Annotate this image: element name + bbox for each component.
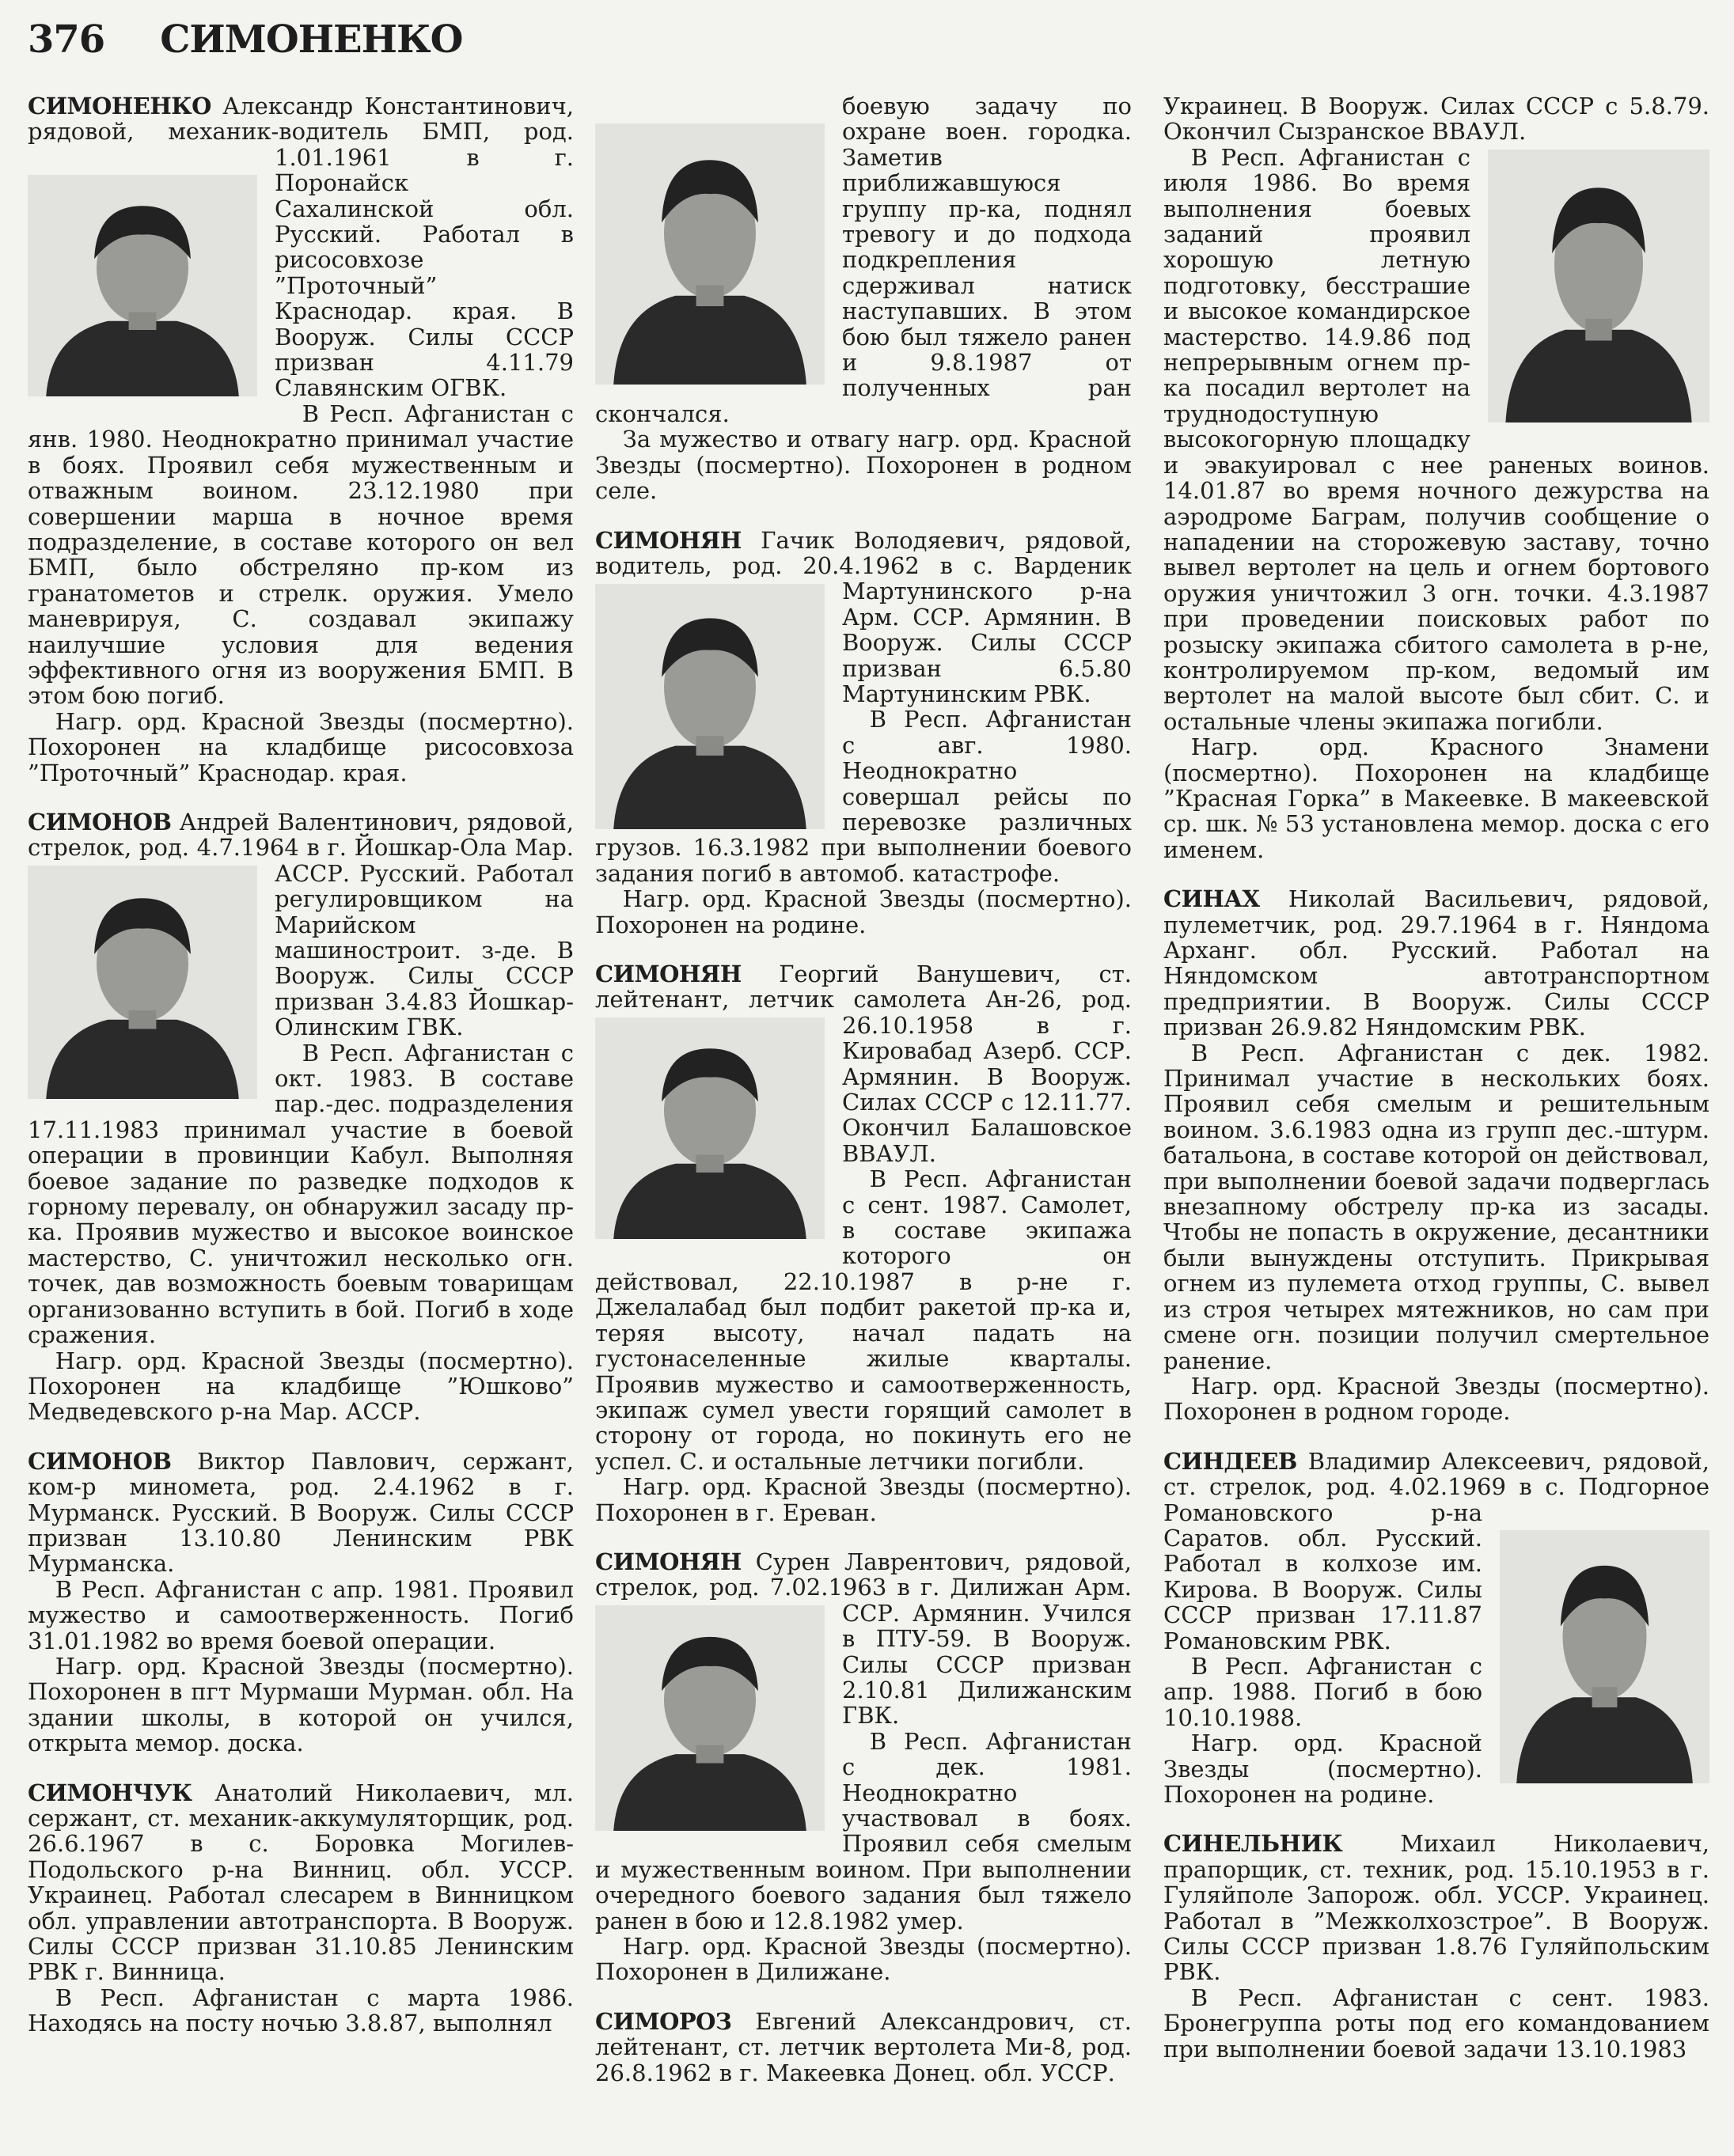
entry-bio: Виктор Павлович, сержант, ком-р миномета, род. 2.4.1962 в г. Мурманск. Русский. В Вооруж. Силы СССР призван 13.10.80 Ленинским РВК Мурманска. — [28, 1447, 574, 1578]
page-header — [28, 17, 462, 62]
running-title: СИМОНЕНКО — [160, 17, 463, 62]
entry-award: Нагр. орд. Красной Звезды (посмертно). Похоронен в родном городе. — [1163, 1372, 1709, 1426]
portrait-photo — [1500, 1530, 1709, 1783]
entry-service: В Респ. Афганистан с апр. 1988. Погиб в бою 10.10.1988. — [1163, 1652, 1482, 1731]
portrait-photo — [595, 1017, 825, 1239]
entry-bio: Александр Константинович, рядовой, механик-водитель БМП, род. 1.01.1961 в г. Поронайск Сахалинской обл. Русский. Работал в рисосовхозе ”Проточный” Краснодар. края. В Вооруж. Силы СССР призван 4.11.79 Славянским ОГВК. — [28, 93, 574, 402]
entry-text — [28, 1780, 574, 1985]
continuation-award: Нагр. орд. Красного Знамени (посмертно). Похоронен на кладбище ”Красная Горка” в Макеевке. В макеевской ср. шк. № 53 установлена мемор. доска с его именем. — [1163, 733, 1709, 863]
page-number: 376 — [28, 17, 105, 62]
entry-award: Нагр. орд. Красной Звезды (посмертно). Похоронен на кладбище ”Юшково” Медведевского р-на Мар. АССР. — [28, 1347, 574, 1426]
entry-bio: Андрей Валентинович, рядовой, стрелок, род. 4.7.1964 в г. Йошкар-Ола Мар. АССР. Русский. Работал регулировщиком на Марийском машиностроит. з-де. В Вооруж. Силы СССР призван 3.4.83 Йошкар-Олинским ГВК. — [28, 808, 574, 1041]
entry-service: В Респ. Афганистан с янв. 1980. Неоднократно принимал участие в боях. Проявил себя мужественным и отважным воином. 23.12.1980 при совершении марша в ночное время подразделение, в составе которого он вел БМП, было обстреляно пр-ком из гранатометов и стрелк. оружия. Умело маневрируя, С. создавал экипажу наилучшие условия для ведения эффективного огня из вооружения БМП. В этом бою погиб. — [28, 400, 574, 710]
entry-text — [28, 1449, 574, 1577]
entry-surname: СИМОНОВ — [28, 1447, 172, 1475]
entry-simoroz — [595, 2009, 1132, 2086]
entry-continuation — [595, 93, 1132, 504]
entry-award: Нагр. орд. Красной Звезды (посмертно). Похоронен в пгт Мурмаши Мурман. обл. На здании школы, в которой он учился, открыта мемор. доска. — [28, 1652, 574, 1757]
entry-award: Нагр. орд. Красной Звезды (посмертно). Похоронен на родине. — [595, 885, 1132, 938]
entry-continuation — [1163, 93, 1709, 862]
entry-surname: СИМОНЯН — [595, 961, 742, 987]
entry-service: В Респ. Афганистан с авг. 1980. Неоднократно совершал рейсы по перевозке различных грузов. 16.3.1982 при выполнении боевого задания погиб в автомоб. катастрофе. — [595, 706, 1132, 887]
entry-service: В Респ. Афганистан с апр. 1981. Проявил мужество и самоотверженность. Погиб 31.01.1982 во время боевой операции. — [28, 1575, 574, 1654]
entry-bio: Евгений Александрович, ст. лейтенант, ст. летчик вертолета Ми-8, род. 26.8.1962 в г. Макеевка Донец. обл. УССР. — [595, 2007, 1132, 2086]
continuation-text: боевую задачу по охране воен. городка. Заметив приближавшуюся группу пр-ка, поднял тревогу и до подхода подкрепления сдерживал натиск наступавших. В этом бою был тяжело ранен и 9.8.1987 от полученных ран скончался. — [595, 93, 1132, 427]
column-3 — [1163, 93, 1709, 2086]
column-1 — [28, 93, 574, 2060]
entry-simonov-andrey — [28, 809, 574, 1425]
entry-award: Нагр. орд. Красной Звезды (посмертно). Похоронен на кладбище рисосовхоза ”Проточный” Краснодар. края. — [28, 707, 574, 786]
column-2 — [595, 93, 1132, 2109]
entry-surname: СИНАХ — [1163, 885, 1260, 913]
entry-simonchuk — [28, 1780, 574, 2037]
entry-surname: СИМОНЕНКО — [28, 93, 211, 119]
entry-bio: Николай Васильевич, рядовой, пулеметчик, род. 29.7.1964 в г. Няндома Арханг. обл. Русский. Работал на Няндомском автотранспортном предприятии. В Вооруж. Силы СССР призван 26.9.82 Няндомским РВК. — [1163, 885, 1710, 1041]
entry-surname: СИМОРОЗ — [595, 2007, 732, 2035]
entry-award: Нагр. орд. Красной Звезды (посмертно). Похоронен в г. Ереван. — [595, 1473, 1132, 1526]
entry-text — [1163, 886, 1709, 1040]
entry-bio: Анатолий Николаевич, мл. сержант, ст. механик-аккумуляторщик, род. 26.6.1967 в с. Боровка Могилев-Подольского р-на Винниц. обл. УССР. Украинец. Работал слесарем в Винницком обл. управлении автотранспорта. В Вооруж. Силы СССР призван 31.10.85 Ленинским РВК г. Винница. — [28, 1779, 574, 1986]
entry-bio: Владимир Алексеевич, рядовой, ст. стрелок, род. 4.02.1969 в с. Подгорное Романовского р-на Саратов. обл. Русский. Работал в колхозе им. Кирова. В Вооруж. Силы СССР призван 17.11.87 Романовским РВК. — [1163, 1447, 1709, 1654]
entry-service: В Респ. Афганистан с марта 1986. Находясь на посту ночью 3.8.87, выполнял — [28, 1984, 574, 2037]
entry-award: Нагр. орд. Красной Звезды (посмертно). Похоронен в Дилижане. — [595, 1933, 1132, 1986]
entry-simonov-viktor — [28, 1449, 574, 1756]
entry-bio: Георгий Ванушевич, ст. лейтенант, летчик самолета Ан-26, род. 26.10.1958 в г. Кировабад Азерб. ССР. Армянин. В Вооруж. Силах СССР с 12.11.77. Окончил Балашовское ВВАУЛ. — [595, 961, 1133, 1167]
entry-simonenko — [28, 93, 574, 786]
entry-surname: СИМОНЧУК — [28, 1779, 192, 1806]
entry-surname: СИНЕЛЬНИК — [1163, 1830, 1343, 1858]
entry-simonyan-georgiy — [595, 961, 1132, 1525]
portrait-photo — [595, 584, 825, 829]
portrait-photo — [28, 175, 257, 396]
entry-text — [595, 2009, 1132, 2086]
portrait-photo — [1488, 150, 1709, 422]
entry-sinelnik — [1163, 1831, 1709, 2062]
entry-surname: СИМОНЯН — [595, 526, 742, 554]
entry-sinakh — [1163, 886, 1709, 1425]
entry-bio: Гачик Володяевич, рядовой, водитель, род. 20.4.1962 в с. Варденик Мартунинского р-на Арм. ССР. Армянин. В Вооруж. Силы СССР призван 6.5.80 Мартунинским РВК. — [595, 526, 1132, 707]
entry-simonyan-gachik — [595, 528, 1132, 938]
entry-award: Нагр. орд. Красной Звезды (посмертно). Похоронен на родине. — [1163, 1730, 1482, 1808]
portrait-photo — [595, 1605, 825, 1831]
portrait-photo — [28, 866, 257, 1099]
entry-surname: СИНДЕЕВ — [1163, 1447, 1297, 1475]
entry-bio: Михаил Николаевич, прапорщик, ст. техник, род. 15.10.1953 в г. Гуляйполе Запорож. обл. УССР. Украинец. Работал в ”Межколхозстрое”. В Вооруж. Силы СССР призван 1.8.76 Гуляйпольским РВК. — [1163, 1830, 1710, 1986]
entry-service: В Респ. Афганистан с дек. 1981. Неоднократно участвовал в боях. Проявил себя смелым и мужественным воином. При выполнении очередного боевого задания был тяжело ранен в бою и 12.8.1982 умер. — [595, 1727, 1132, 1934]
entry-service: В Респ. Афганистан с дек. 1982. Принимал участие в нескольких боях. Проявил себя смелым и решительным воином. 3.6.1983 одна из групп дес.-штурм. батальона, в составе которой он действовал, при выполнении боевой задачи подверглась внезапному обстрелу пр-ка из засады. Чтобы не попасть в окружение, десантники были вынуждены отступить. Прикрывая огнем из пулемета отход группы, С. вывел из строя четырех мятежников, но сам при смене огн. позиции получил смертельное ранение. — [1163, 1039, 1709, 1374]
continuation-service: В Респ. Афганистан с июля 1986. Во время выполнения боевых заданий проявил хорошую летную подготовку, бесстрашие и высокое командирское мастерство. 14.9.86 под непрерывным огнем пр-ка посадил вертолет на труднодоступную высокогорную площадку и эвакуировал с нее раненых воинов. 14.01.87 во время ночного дежурства на аэродроме Баграм, получив сообщение о нападении на сторожевую заставу, точно вывел вертолет на цель и огнем бортового оружия уничтожил 3 огн. точки. 4.3.1987 при проведении поисковых работ по розыску экипажа сбитого самолета в р-не, контролируемом пр-ком, ведомый им вертолет на малой высоте был сбит. С. и остальные члены экипажа погибли. — [1163, 143, 1709, 735]
entry-text — [1163, 1831, 1709, 1984]
entry-service: В Респ. Афганистан с окт. 1983. В составе пар.-дес. подразделения 17.11.1983 принимал участие в боевой операции в провинции Кабул. Выполняя боевое задание по разведке подходов к горному перевалу, он обнаружил засаду пр-ка. Проявив мужество и высокое воинское мастерство, С. уничтожил несколько огн. точек, дав возможность боевым товарищам организованно вступить в бой. Погиб в ходе сражения. — [28, 1039, 574, 1349]
portrait-photo — [595, 123, 825, 385]
entry-sindeev — [1163, 1449, 1709, 1808]
entry-service: В Респ. Афганистан с сент. 1983. Бронегруппа роты под его командованием при выполнении боевой задачи 13.10.1983 — [1163, 1984, 1709, 2063]
continuation-award: За мужество и отвагу нагр. орд. Красной Звезды (посмертно). Похоронен в родном селе. — [595, 426, 1132, 505]
entry-surname: СИМОНЯН — [595, 1548, 742, 1575]
entry-bio: Сурен Лаврентович, рядовой, стрелок, род. 7.02.1963 в г. Дилижан Арм. ССР. Армянин. Учился в ПТУ-59. В Вооруж. Силы СССР призван 2.10.81 Дилижанским ГВК. — [595, 1548, 1132, 1730]
entry-simonyan-suren — [595, 1549, 1132, 1985]
continuation-text: Украинец. В Вооруж. Силах СССР с 5.8.79. Окончил Сызранское ВВАУЛ. — [1163, 93, 1709, 146]
entry-service: В Респ. Афганистан с сент. 1987. Самолет, в составе экипажа которого он действовал, 22.10.1987 в р-не г. Джелалабад был подбит ракетой пр-ка и, теряя высоту, начал падать на густонаселенные жилые кварталы. Проявив мужество и самоотверженность, экипаж сумел увести горящий самолет в сторону от города, но покинуть его не успел. С. и остальные летчики погибли. — [595, 1165, 1132, 1475]
entry-surname: СИМОНОВ — [28, 808, 172, 835]
